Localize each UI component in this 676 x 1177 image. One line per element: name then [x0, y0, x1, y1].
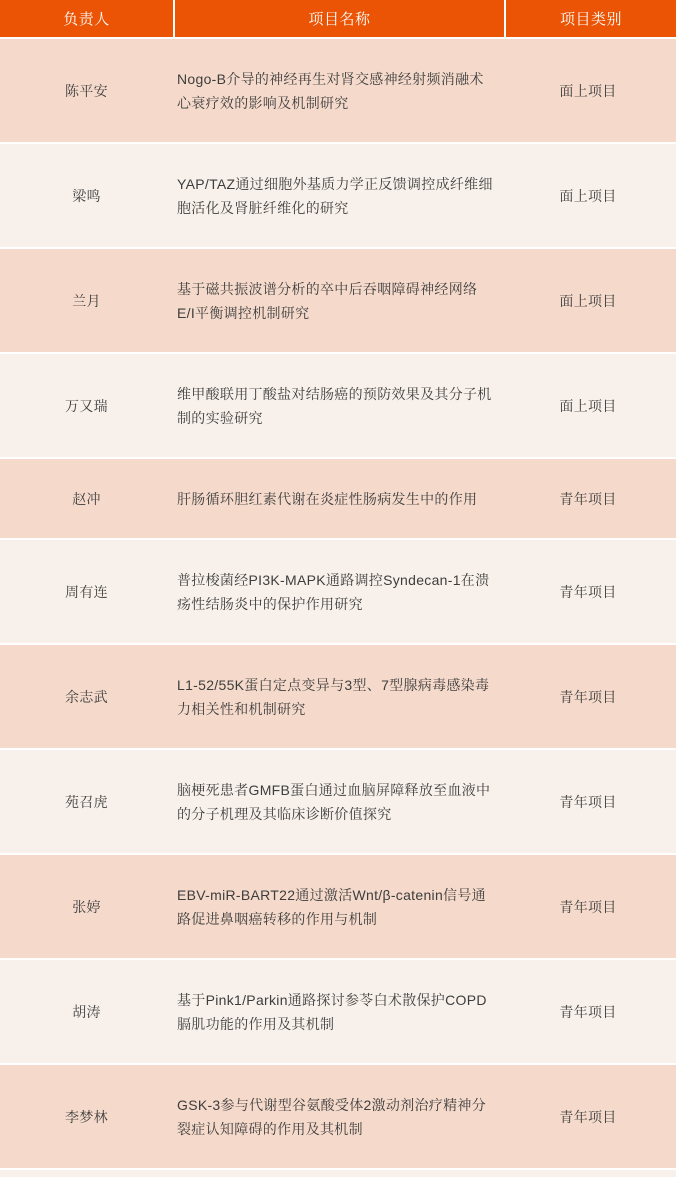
leader-cell: 万又瑞 — [65, 397, 108, 414]
project-title-cell: 基于Pink1/Parkin通路探讨参苓白术散保护COPD膈肌功能的作用及其机制 — [177, 991, 487, 1032]
project-title-cell: YAP/TAZ通过细胞外基质力学正反馈调控成纤维细胞活化及肾脏纤维化的研究 — [177, 175, 493, 216]
project-title-cell: 脑梗死患者GMFB蛋白通过血脑屏障释放至血液中的分子机理及其临床诊断价值探究 — [177, 781, 491, 822]
table-row — [0, 960, 676, 1063]
table-row — [0, 354, 676, 457]
leader-cell: 陈平安 — [65, 82, 108, 99]
leader-cell: 李梦林 — [65, 1108, 108, 1125]
project-title-cell: GSK-3参与代谢型谷氨酸受体2激动剂治疗精神分裂症认知障碍的作用及其机制 — [177, 1096, 486, 1137]
project-title-cell: 肝肠循环胆红素代谢在炎症性肠病发生中的作用 — [177, 490, 478, 507]
cutoff-next-row — [0, 1170, 676, 1177]
table-row — [0, 855, 676, 958]
leader-cell: 周有连 — [65, 583, 108, 600]
leader-cell: 梁鸣 — [72, 187, 101, 204]
project-title-cell: Nogo-B介导的神经再生对肾交感神经射频消融术心衰疗效的影响及机制研究 — [177, 70, 484, 111]
category-cell: 面上项目 — [559, 82, 617, 99]
column-header-leader: 负责人 — [0, 0, 173, 37]
column-header-category: 项目类别 — [506, 0, 676, 37]
category-cell: 青年项目 — [559, 1003, 617, 1020]
table-header — [0, 0, 676, 37]
table-row — [0, 645, 676, 748]
category-cell: 青年项目 — [559, 490, 617, 507]
category-cell: 面上项目 — [559, 187, 617, 204]
leader-cell: 兰月 — [72, 292, 101, 309]
category-cell: 青年项目 — [559, 898, 617, 915]
table-row — [0, 540, 676, 643]
project-title-cell: 基于磁共振波谱分析的卒中后吞咽障碍神经网络E/I平衡调控机制研究 — [177, 280, 478, 321]
table-row — [0, 144, 676, 247]
category-cell: 青年项目 — [559, 1108, 617, 1125]
table-row — [0, 459, 676, 538]
category-cell: 青年项目 — [559, 583, 617, 600]
table-row — [0, 750, 676, 853]
project-title-cell: 维甲酸联用丁酸盐对结肠癌的预防效果及其分子机制的实验研究 — [177, 385, 492, 426]
table-row — [0, 39, 676, 142]
category-cell: 面上项目 — [559, 397, 617, 414]
leader-cell: 张婷 — [72, 898, 101, 915]
table-row — [0, 1065, 676, 1168]
project-title-cell: EBV-miR-BART22通过激活Wnt/β-catenin信号通路促进鼻咽癌转移的作用与机制 — [177, 886, 486, 927]
project-title-cell: 普拉梭菌经PI3K-MAPK通路调控Syndecan-1在溃疡性结肠炎中的保护作用研究 — [177, 571, 490, 612]
leader-cell: 胡涛 — [72, 1003, 101, 1020]
category-cell: 青年项目 — [559, 688, 617, 705]
project-title-cell: L1-52/55K蛋白定点变异与3型、7型腺病毒感染毒力相关性和机制研究 — [177, 676, 490, 717]
category-cell: 青年项目 — [559, 793, 617, 810]
category-cell: 面上项目 — [559, 292, 617, 309]
leader-cell: 余志武 — [65, 688, 108, 705]
leader-cell: 赵冲 — [72, 490, 101, 507]
column-header-project-name: 项目名称 — [175, 0, 504, 37]
leader-cell: 苑召虎 — [65, 793, 108, 810]
table-row — [0, 249, 676, 352]
